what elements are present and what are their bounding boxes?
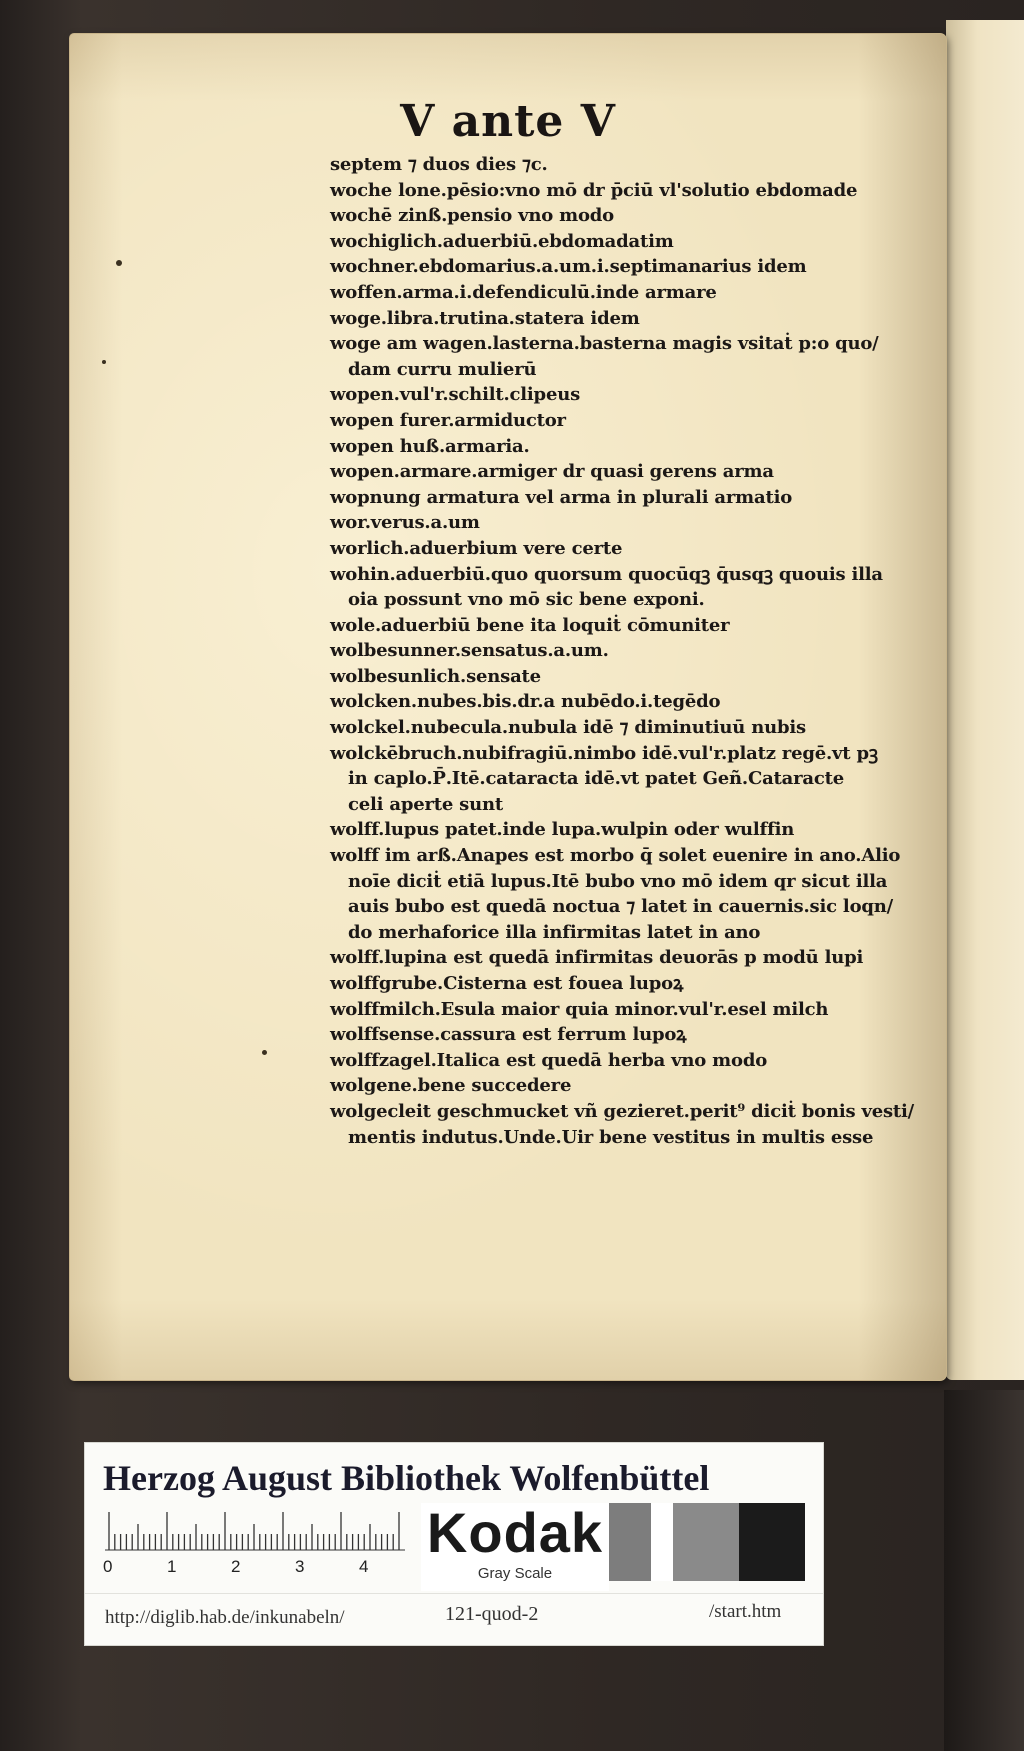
text-line: woge.libra.trutina.statera idem [330,307,640,329]
text-line: wolgecleit geschmucket vñ gezieret.perit⁹ diciṫ bonis vesti/ [330,1100,915,1122]
ruler-scale [105,1511,405,1551]
text-line: wolcken.nubes.bis.dr.a nubēdo.i.tegēdo [330,691,721,713]
gray-patch [651,1503,673,1581]
url-suffix: /start.htm [709,1601,782,1622]
text-line: wolff.lupina est quedā infirmitas deuorās p modū lupi [330,947,864,969]
text-line: woffen.arma.i.defendiculū.inde armare [330,281,717,303]
color-target-card [84,1442,824,1646]
ruler-number: 2 [231,1557,241,1576]
text-line: wopen.armare.armiger dr quasi gerens arma [330,461,774,483]
facing-page-edge [946,20,1024,1380]
ruler-numbers [103,1557,403,1579]
text-line: wochē zinß.pensio vno modo [330,205,614,227]
text-line: wolckēbruch.nubifragiū.nimbo idē.vul'r.platz regē.vt pꝫ [330,742,878,764]
text-line: do merhaforice illa infirmitas latet in ano [348,921,761,943]
text-line: auis bubo est quedā noctua ⁊ latet in cauernis.sic loqn/ [348,896,894,918]
text-line: noīe diciṫ etiā lupus.Itē bubo vno mō idem qr sicut illa [348,870,888,892]
text-line: mentis indutus.Unde.Uir bene vestitus in multis esse [348,1126,874,1148]
text-line: wolbesunlich.sensate [330,665,541,687]
url-id: 121-quod-2 [445,1603,539,1625]
text-line: wolgene.bene succedere [330,1075,572,1097]
text-line: septem ⁊ duos dies ⁊c. [330,154,548,175]
text-line: wolffsense.cassura est ferrum lupoꝝ [330,1024,687,1046]
facing-page-shadow [944,1390,1024,1751]
text-line: wohin.aduerbiū.quo quorsum quocūqꝫ q̄usqꝫ quouis illa [330,563,883,585]
gray-scale-label: Gray Scale [477,1565,553,1582]
ruler-number: 0 [103,1557,113,1576]
ruler-number: 4 [359,1557,369,1576]
text-line: wopen huß.armaria. [330,435,530,457]
text-line: wopen.vul'r.schilt.clipeus [330,384,581,406]
ruler-number: 1 [167,1557,177,1576]
ruler-number: 3 [295,1557,305,1576]
book-page [70,34,946,1380]
text-line: wolckel.nubecula.nubula idē ⁊ diminutiuū nubis [330,717,806,739]
text-line: wopnung armatura vel arma in plurali armatio [330,486,793,508]
kodak-logo: Kodak [426,1501,604,1564]
text-line: oia possunt vno mō sic bene exponi. [348,589,705,611]
gray-patch [673,1503,739,1581]
page-header: V ante V [400,96,616,147]
text-line: wolff im arß.Anapes est morbo q̄ solet euenire in ano.Alio [330,845,901,867]
text-line: wolffzagel.Italica est quedā herba vno modo [330,1049,768,1071]
text-line: worlich.aduerbium vere certe [330,537,623,559]
text-line: wochner.ebdomarius.a.um.i.septimanarius idem [330,256,807,278]
page-text [330,152,930,1150]
ink-spot [102,360,106,364]
ink-spot [116,260,122,266]
gray-patch [609,1503,651,1581]
text-line: wor.verus.a.um [330,512,480,534]
text-line: wolff.lupus patet.inde lupa.wulpin oder wulffin [330,819,795,841]
text-line: dam curru mulierū [348,358,537,380]
gray-patch [739,1503,805,1581]
text-line: in caplo.P̄.Itē.cataracta idē.vt patet Geñ.Cataracte [348,768,844,790]
text-line: wochiglich.aduerbiū.ebdomadatim [330,230,674,252]
text-line: wolffgrube.Cisterna est fouea lupoꝝ [330,973,684,994]
library-title: Herzog August Bibliothek Wolfenbüttel [103,1458,710,1498]
card-divider [85,1593,823,1594]
ink-spot [262,1050,267,1055]
text-line: woche lone.pēsio:vno mō dr p̄ciū vl'solutio ebdomade [330,179,858,201]
text-line: wopen furer.armiductor [330,409,566,431]
kodak-logo-box [421,1503,609,1591]
text-line: wole.aduerbiū bene ita loquiṫ cōmuniter [330,614,730,636]
text-line: wolbesunner.sensatus.a.um. [330,640,609,662]
text-line: woge am wagen.lasterna.basterna magis vsitaṫ p:o quo/ [330,333,879,355]
text-line: celi aperte sunt [348,793,503,815]
text-line: wolffmilch.Esula maior quia minor.vul'r.esel milch [330,998,829,1020]
url-base: http://diglib.hab.de/inkunabeln/ [105,1607,345,1628]
